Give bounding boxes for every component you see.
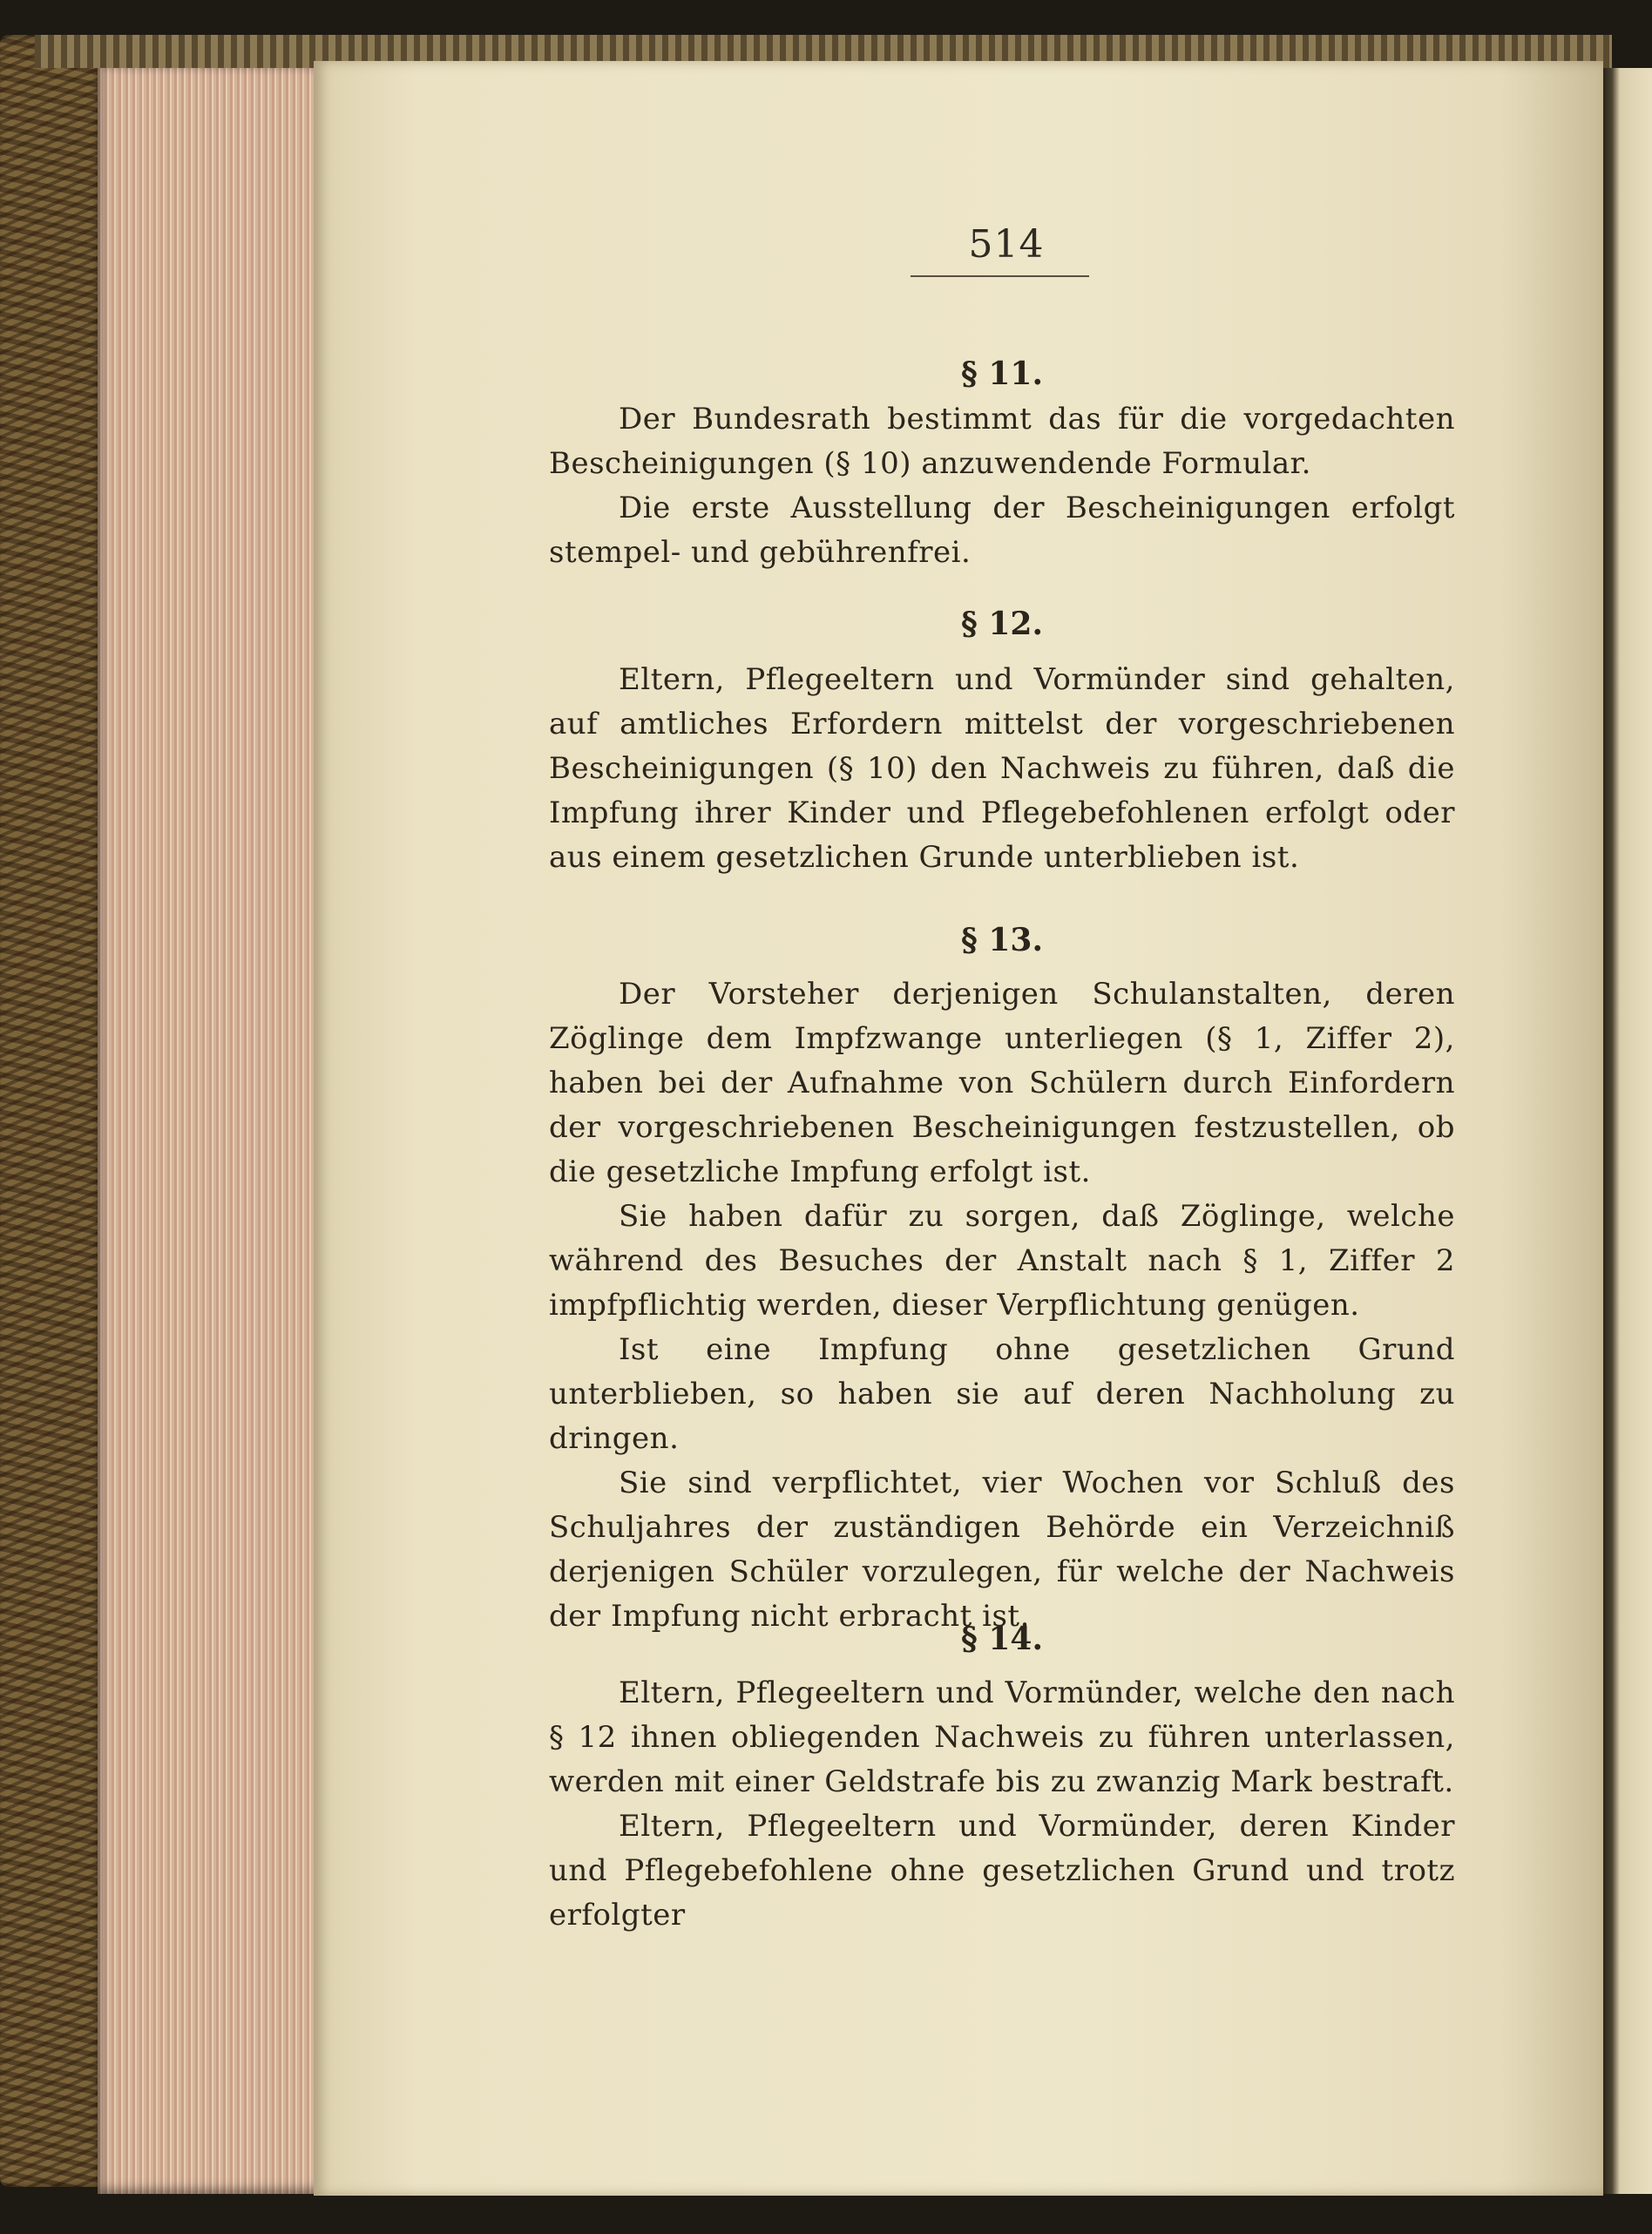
page-number-rule	[911, 275, 1089, 277]
section-11	[549, 355, 1455, 575]
paragraph: Der Vorsteher derjenigen Schulanstalten, deren Zöglinge dem Impfzwange unterliegen (§ 1, Ziffer 2), haben bei der Aufnahme von Schülern durch Einfordern der vorgeschriebenen Bescheinigungen festzustellen, ob die gesetzliche Impfung erfolgt ist.	[549, 977, 1455, 1189]
section-heading: § 12.	[961, 606, 1043, 642]
paragraph: Eltern, Pflegeeltern und Vormünder, welche den nach § 12 ihnen obliegenden Nachweis zu führen unterlassen, werden mit einer Geldstrafe bis zu zwanzig Mark bestraft.	[549, 1676, 1455, 1799]
paragraph: Der Bundesrath bestimmt das für die vorgedachten Bescheinigungen (§ 10) anzuwendende Formular.	[549, 402, 1455, 481]
facing-page-edge	[1603, 68, 1652, 2194]
paragraph: Die erste Ausstellung der Bescheinigungen erfolgt stempel- und gebührenfrei.	[549, 491, 1455, 570]
paragraph: Sie haben dafür zu sorgen, daß Zöglinge, welche während des Besuches der Anstalt nach § 1, Ziffer 2 impfpflichtig werden, dieser Verpflichtung genügen.	[549, 1199, 1455, 1323]
section-12	[549, 606, 1455, 880]
section-14	[549, 1621, 1455, 1938]
paragraph: Ist eine Impfung ohne gesetzlichen Grund unterblieben, so haben sie auf deren Nachholung zu dringen.	[549, 1332, 1455, 1456]
section-13	[549, 922, 1455, 1639]
page-edges	[98, 68, 324, 2194]
paragraph: Sie sind verpflichtet, vier Wochen vor Schluß des Schuljahres der zuständigen Behörde ein Verzeichniß derjenigen Schüler vorzulegen, für welche der Nachweis der Impfung nicht erbracht ist.	[549, 1466, 1455, 1634]
paragraph: Eltern, Pflegeeltern und Vormünder sind gehalten, auf amtliches Erfordern mittelst der vorgeschriebenen Bescheinigungen (§ 10) den Nachweis zu führen, daß die Impfung ihrer Kinder und Pflegebefohlenen erfolgt oder aus einem gesetzlichen Grunde unterblieben ist.	[549, 662, 1455, 875]
book-cover	[0, 35, 105, 2187]
section-heading: § 13.	[961, 922, 1043, 958]
paragraph: Eltern, Pflegeeltern und Vormünder, deren Kinder und Pflegebefohlene ohne gesetzlichen Grund und trotz erfolgter	[549, 1809, 1455, 1933]
page-number: 514	[968, 222, 1045, 267]
section-heading: § 14.	[961, 1621, 1043, 1657]
section-heading: § 11.	[961, 355, 1043, 392]
